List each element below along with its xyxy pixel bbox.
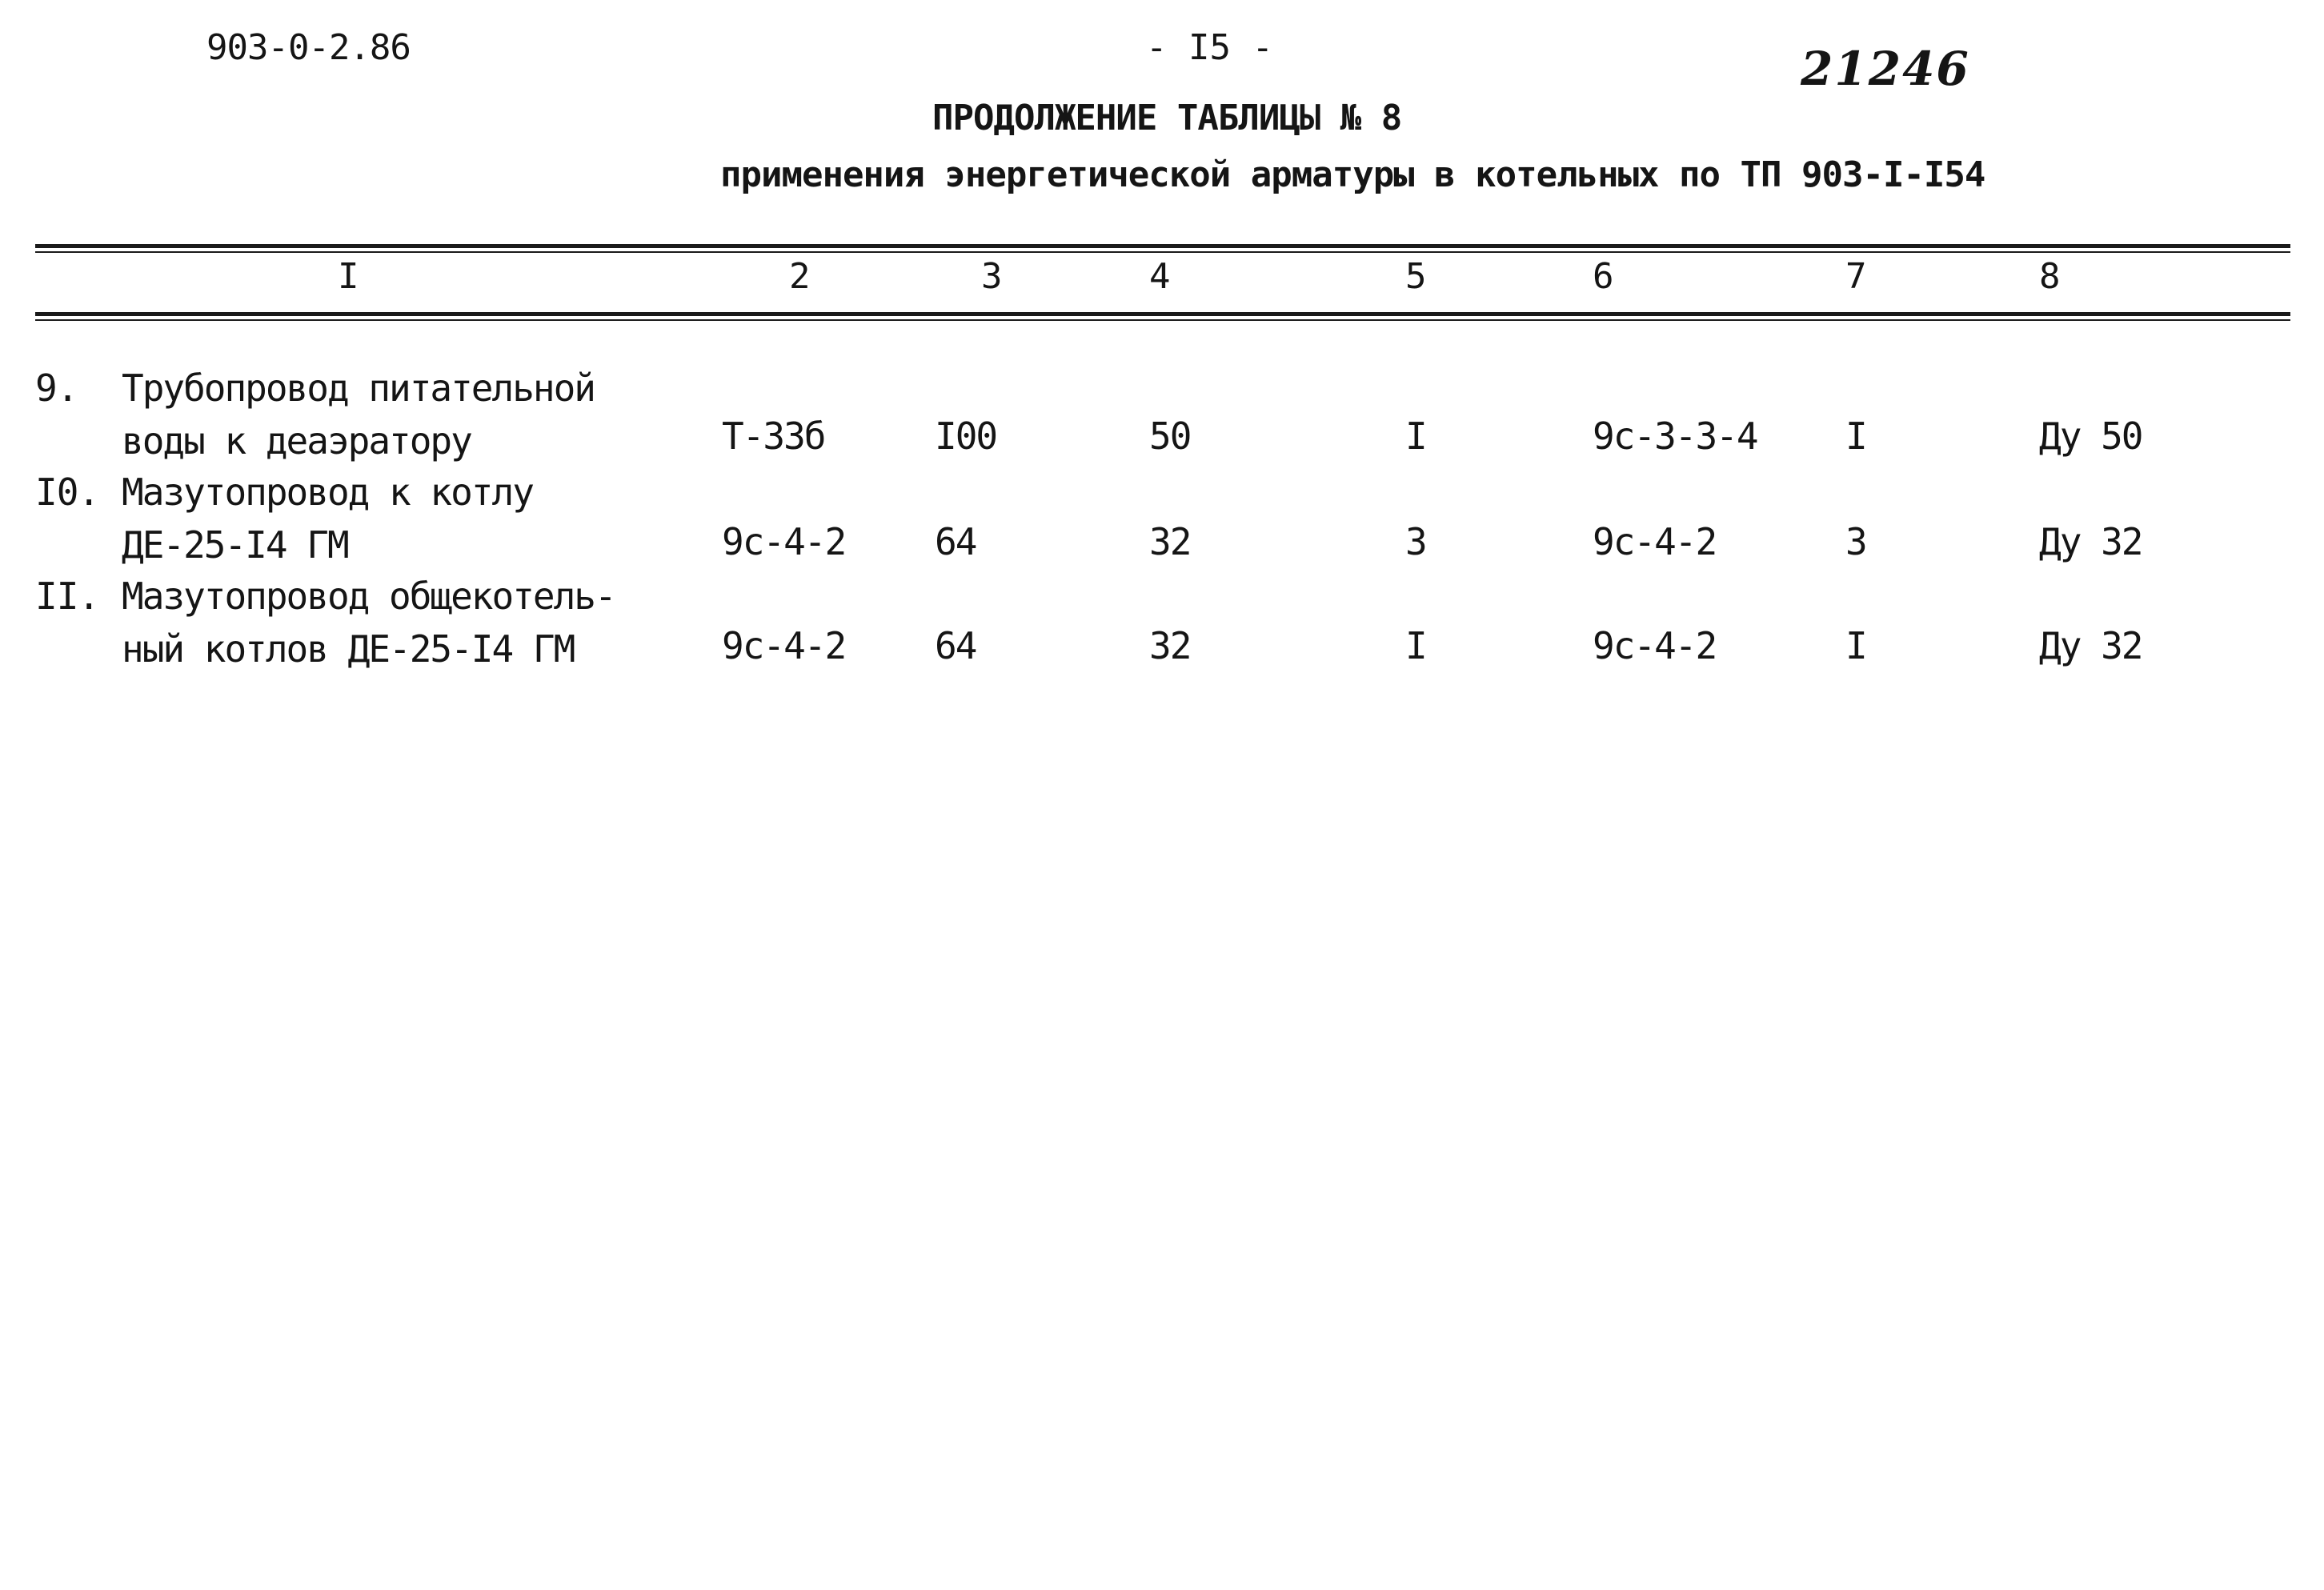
row-number: 9. bbox=[35, 366, 78, 410]
table-header-rule bbox=[35, 312, 2290, 316]
cell-col4: 50 bbox=[1149, 415, 1191, 458]
cell-col6: 9с-4-2 bbox=[1593, 624, 1717, 667]
column-header-1: I bbox=[338, 256, 359, 297]
cell-col7: I bbox=[1845, 415, 1866, 458]
cell-col6: 9с-3-3-4 bbox=[1593, 415, 1757, 458]
cell-col8: Ду 32 bbox=[2039, 624, 2142, 667]
cell-col3: I00 bbox=[935, 415, 997, 458]
cell-col8: Ду 50 bbox=[2039, 415, 2142, 458]
cell-col5: I bbox=[1405, 415, 1426, 458]
table-top-rule bbox=[35, 244, 2290, 248]
cell-col8: Ду 32 bbox=[2039, 520, 2142, 563]
cell-col2: 9с-4-2 bbox=[722, 520, 846, 563]
column-header-5: 5 bbox=[1405, 256, 1427, 297]
row-description-line1: Мазутопровод общекотель- bbox=[122, 575, 615, 618]
cell-col2: Т-33б bbox=[722, 415, 825, 458]
document-code: 903-0-2.86 bbox=[206, 27, 411, 68]
column-header-7: 7 bbox=[1845, 256, 1867, 297]
row-description-line2: ный котлов ДЕ-25-I4 ГМ bbox=[122, 627, 575, 671]
row-description-line2: воды к деаэратору bbox=[122, 419, 471, 463]
cell-col4: 32 bbox=[1149, 520, 1191, 563]
page-number: - I5 - bbox=[1146, 27, 1273, 68]
cell-col6: 9с-4-2 bbox=[1593, 520, 1717, 563]
row-description-line2: ДЕ-25-I4 ГМ bbox=[122, 523, 348, 567]
row-description-line1: Мазутопровод к котлу bbox=[122, 471, 533, 514]
table-header-rule-thin bbox=[35, 319, 2290, 321]
cell-col7: I bbox=[1845, 624, 1866, 667]
table-title: ПРОДОЛЖЕНИЕ ТАБЛИЦЫ № 8 bbox=[932, 98, 1402, 138]
row-description-line1: Трубопровод питательной bbox=[122, 366, 595, 410]
table-subtitle: применения энергетической арматуры в котельных по ТП 903-I-I54 bbox=[720, 154, 1985, 195]
handwritten-archive-number: 21246 bbox=[1801, 42, 1970, 96]
column-header-4: 4 bbox=[1149, 256, 1171, 297]
row-number: I0. bbox=[35, 471, 100, 514]
cell-col5: I bbox=[1405, 624, 1426, 667]
cell-col5: 3 bbox=[1405, 520, 1426, 563]
row-number: II. bbox=[35, 575, 100, 618]
cell-col4: 32 bbox=[1149, 624, 1191, 667]
column-header-2: 2 bbox=[789, 256, 811, 297]
column-header-8: 8 bbox=[2039, 256, 2061, 297]
cell-col3: 64 bbox=[935, 624, 976, 667]
column-header-6: 6 bbox=[1593, 256, 1614, 297]
cell-col7: 3 bbox=[1845, 520, 1866, 563]
cell-col3: 64 bbox=[935, 520, 976, 563]
table-top-rule-thin bbox=[35, 251, 2290, 253]
column-header-3: 3 bbox=[981, 256, 1003, 297]
cell-col2: 9с-4-2 bbox=[722, 624, 846, 667]
